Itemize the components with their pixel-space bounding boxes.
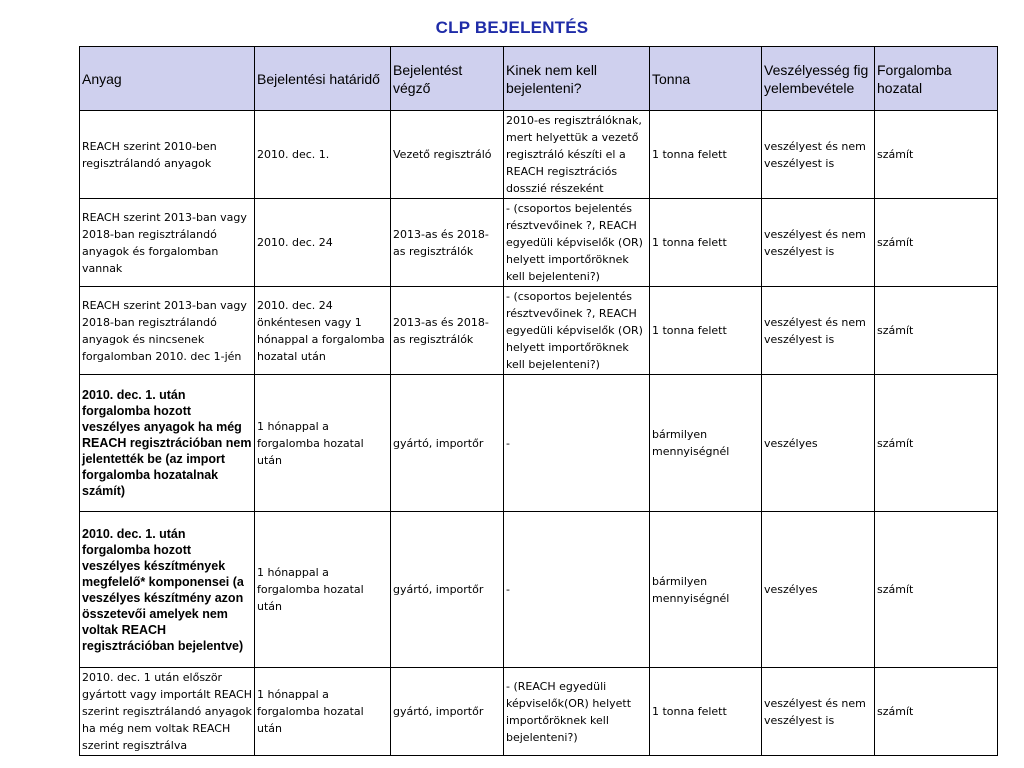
- cell-veszelyesseg: veszélyest és nem veszélyest is: [762, 668, 875, 756]
- notification-table: [79, 46, 998, 756]
- cell-tonna: 1 tonna felett: [650, 111, 762, 199]
- table-row: [80, 512, 998, 668]
- cell-kinek: - (csoportos bejelentés résztvevőinek ?, REACH egyedüli képviselők (OR) helyett importőröknek kell bejelenteni?): [504, 287, 650, 375]
- table-row: [80, 287, 998, 375]
- cell-kinek: - (csoportos bejelentés résztvevőinek ?, REACH egyedüli képviselők (OR) helyett importőröknek kell bejelenteni?): [504, 199, 650, 287]
- cell-vegzo: Vezető regisztráló: [391, 111, 504, 199]
- table-row: [80, 111, 998, 199]
- cell-anyag: 2010. dec. 1. után forgalomba hozott veszélyes anyagok ha még REACH regisztrációban nem jelentették be (az import forgalomba hozatalnak számít): [80, 375, 255, 512]
- cell-hatarido: 2010. dec. 24: [255, 199, 391, 287]
- cell-forgalomba: számít: [875, 111, 998, 199]
- cell-anyag: REACH szerint 2013-ban vagy 2018-ban regisztrálandó anyagok és nincsenek forgalomban 2010. dec 1-jén: [80, 287, 255, 375]
- header-hatarido: Bejelentési határidő: [255, 47, 391, 111]
- cell-veszelyesseg: veszélyest és nem veszélyest is: [762, 287, 875, 375]
- cell-anyag: 2010. dec. 1. után forgalomba hozott veszélyes készítmények megfelelő* komponensei (a veszélyes készítmény azon összetevői amelyek nem voltak REACH regisztrációban bejelentve): [80, 512, 255, 668]
- table-row: [80, 375, 998, 512]
- cell-veszelyesseg: veszélyest és nem veszélyest is: [762, 111, 875, 199]
- cell-tonna: bármilyen mennyiségnél: [650, 375, 762, 512]
- cell-kinek: - (REACH egyedüli képviselők(OR) helyett importőröknek kell bejelenteni?): [504, 668, 650, 756]
- table-row: [80, 668, 998, 756]
- cell-forgalomba: számít: [875, 668, 998, 756]
- cell-hatarido: 2010. dec. 1.: [255, 111, 391, 199]
- cell-forgalomba: számít: [875, 287, 998, 375]
- header-tonna: Tonna: [650, 47, 762, 111]
- cell-veszelyesseg: veszélyes: [762, 375, 875, 512]
- header-forgalomba: Forgalomba hozatal: [875, 47, 998, 111]
- cell-anyag: 2010. dec. 1 után először gyártott vagy importált REACH szerint regisztrálandó anyagok ha még nem voltak REACH szerint regisztrálva: [80, 668, 255, 756]
- cell-veszelyesseg: veszélyest és nem veszélyest is: [762, 199, 875, 287]
- page-title: CLP BEJELENTÉS: [435, 18, 589, 37]
- cell-kinek: -: [504, 512, 650, 668]
- cell-kinek: -: [504, 375, 650, 512]
- cell-hatarido: 1 hónappal a forgalomba hozatal után: [255, 668, 391, 756]
- header-kinek: Kinek nem kell bejelenteni?: [504, 47, 650, 111]
- cell-hatarido: 1 hónappal a forgalomba hozatal után: [255, 512, 391, 668]
- cell-forgalomba: számít: [875, 199, 998, 287]
- header-anyag: Anyag: [80, 47, 255, 111]
- cell-vegzo: 2013-as és 2018-as regisztrálók: [391, 287, 504, 375]
- cell-tonna: 1 tonna felett: [650, 287, 762, 375]
- cell-vegzo: 2013-as és 2018-as regisztrálók: [391, 199, 504, 287]
- cell-vegzo: gyártó, importőr: [391, 668, 504, 756]
- cell-tonna: 1 tonna felett: [650, 199, 762, 287]
- cell-veszelyesseg: veszélyes: [762, 512, 875, 668]
- cell-anyag: REACH szerint 2013-ban vagy 2018-ban regisztrálandó anyagok és forgalomban vannak: [80, 199, 255, 287]
- cell-vegzo: gyártó, importőr: [391, 375, 504, 512]
- cell-forgalomba: számít: [875, 375, 998, 512]
- cell-tonna: bármilyen mennyiségnél: [650, 512, 762, 668]
- cell-anyag: REACH szerint 2010-ben regisztrálandó anyagok: [80, 111, 255, 199]
- cell-vegzo: gyártó, importőr: [391, 512, 504, 668]
- header-vegzo: Bejelentést végző: [391, 47, 504, 111]
- cell-tonna: 1 tonna felett: [650, 668, 762, 756]
- table-row: [80, 199, 998, 287]
- cell-forgalomba: számít: [875, 512, 998, 668]
- header-veszelyesseg: Veszélyesség figyelembevétele: [762, 47, 875, 111]
- header-row: [80, 47, 998, 111]
- cell-hatarido: 2010. dec. 24 önkéntesen vagy 1 hónappal a forgalomba hozatal után: [255, 287, 391, 375]
- cell-hatarido: 1 hónappal a forgalomba hozatal után: [255, 375, 391, 512]
- cell-kinek: 2010-es regisztrálóknak, mert helyettük a vezető regisztráló készíti el a REACH regisztrációs dosszié részeként: [504, 111, 650, 199]
